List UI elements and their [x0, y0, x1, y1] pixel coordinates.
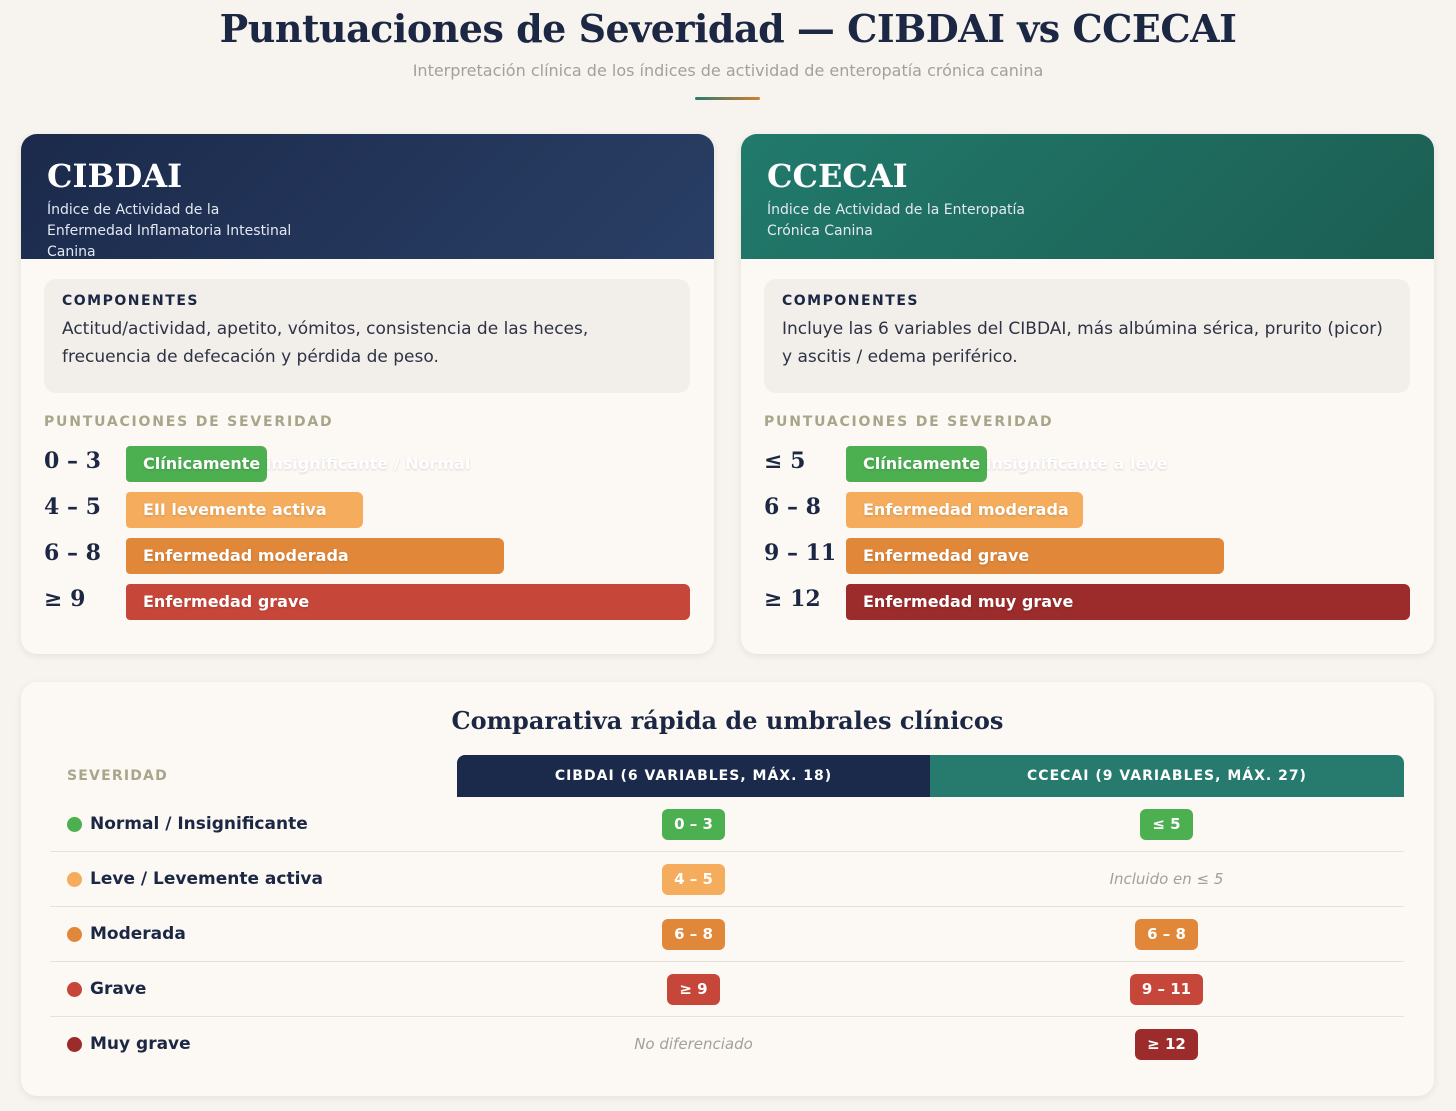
- ccecai-threshold-cell: [930, 962, 1403, 1017]
- severity-name: Normal / Insignificante: [90, 814, 308, 834]
- severity-row: [21, 584, 714, 620]
- severity-label: Clínicamente insignificante / Normal: [143, 454, 471, 473]
- severity-row: [741, 538, 1434, 574]
- severity-row: [741, 446, 1434, 482]
- severity-row: [741, 492, 1434, 528]
- severity-dot-icon: [67, 982, 82, 997]
- ccecai-threshold-pill: 9 – 11: [1130, 974, 1203, 1005]
- ccecai-threshold-pill: 6 – 8: [1135, 919, 1198, 950]
- severity-dot-icon: [67, 1037, 82, 1052]
- cibdai-threshold-note: No diferenciado: [634, 1035, 753, 1053]
- ccecai-threshold-cell: [930, 907, 1403, 962]
- cibdai-column-header: CIBDAI (6 VARIABLES, MÁX. 18): [457, 755, 930, 797]
- severity-column-header: SEVERIDAD: [67, 768, 168, 784]
- cibdai-threshold-pill: 4 – 5: [662, 864, 725, 895]
- severity-row: [741, 584, 1434, 620]
- ccecai-card: [741, 134, 1434, 654]
- severity-range: 6 – 8: [44, 540, 101, 566]
- severity-label: EII levemente activa: [143, 500, 327, 519]
- comparison-row: [50, 962, 1404, 1017]
- title-divider: [695, 97, 760, 100]
- cibdai-card-header: [21, 134, 714, 259]
- ccecai-threshold-cell: [930, 852, 1403, 907]
- cibdai-card: [21, 134, 714, 654]
- ccecai-column-header: CCECAI (9 VARIABLES, MÁX. 27): [930, 755, 1404, 797]
- ccecai-card-header: [741, 134, 1434, 259]
- ccecai-description: Índice de Actividad de la Enteropatía Crónica Canina: [767, 202, 1026, 239]
- ccecai-threshold-pill: ≤ 5: [1140, 809, 1192, 840]
- severity-label: Enfermedad grave: [863, 546, 1030, 565]
- severity-range: 4 – 5: [44, 494, 101, 520]
- cibdai-severity-title: PUNTUACIONES DE SEVERIDAD: [44, 414, 334, 430]
- cibdai-threshold-pill: 0 – 3: [662, 809, 725, 840]
- cibdai-threshold-pill: 6 – 8: [662, 919, 725, 950]
- cibdai-threshold-cell: [457, 852, 930, 907]
- severity-name: Grave: [90, 979, 147, 999]
- severity-row: [21, 492, 714, 528]
- severity-label: Clínicamente insignificante a leve: [863, 454, 1168, 473]
- severity-name: Moderada: [90, 924, 186, 944]
- severity-range: 6 – 8: [764, 494, 821, 520]
- cibdai-threshold-cell: [457, 907, 930, 962]
- severity-range: ≥ 9: [44, 586, 86, 612]
- ccecai-severity-title: PUNTUACIONES DE SEVERIDAD: [764, 414, 1054, 430]
- cibdai-threshold-cell: [457, 1017, 930, 1072]
- severity-dot-icon: [67, 927, 82, 942]
- severity-row: [21, 446, 714, 482]
- severity-label: Enfermedad muy grave: [863, 592, 1074, 611]
- severity-label: Enfermedad moderada: [863, 500, 1069, 519]
- severity-name: Muy grave: [90, 1034, 191, 1054]
- cibdai-name: CIBDAI: [47, 157, 183, 195]
- cibdai-threshold-pill: ≥ 9: [667, 974, 719, 1005]
- severity-range: ≥ 12: [764, 586, 821, 612]
- page-title: Puntuaciones de Severidad — CIBDAI vs CCECAI: [219, 6, 1237, 51]
- cibdai-components-box: [44, 279, 690, 393]
- cibdai-threshold-cell: [457, 962, 930, 1017]
- severity-dot-icon: [67, 817, 82, 832]
- comparison-row: [50, 797, 1404, 852]
- comparison-row: [50, 907, 1404, 962]
- comparison-title: Comparativa rápida de umbrales clínicos: [451, 706, 1004, 735]
- severity-range: ≤ 5: [764, 448, 806, 474]
- cibdai-components-title: COMPONENTES: [62, 293, 199, 309]
- cibdai-components-text: Actitud/actividad, apetito, vómitos, consistencia de las heces, frecuencia de defecación y pérdida de peso.: [62, 319, 589, 367]
- comparison-section: [21, 682, 1434, 1096]
- cibdai-threshold-cell: [457, 797, 930, 852]
- page-subtitle: Interpretación clínica de los índices de actividad de enteropatía crónica canina: [412, 61, 1044, 80]
- comparison-row: [50, 1017, 1404, 1072]
- ccecai-name: CCECAI: [767, 157, 908, 195]
- ccecai-components-text: Incluye las 6 variables del CIBDAI, más albúmina sérica, prurito (picor) y ascitis / edema periférico.: [782, 319, 1383, 367]
- ccecai-components-title: COMPONENTES: [782, 293, 919, 309]
- ccecai-components-box: [764, 279, 1410, 393]
- severity-range: 9 – 11: [764, 540, 837, 566]
- severity-range: 0 – 3: [44, 448, 101, 474]
- severity-row: [21, 538, 714, 574]
- severity-label: Enfermedad moderada: [143, 546, 349, 565]
- comparison-row: [50, 852, 1404, 907]
- severity-name: Leve / Levemente activa: [90, 869, 323, 889]
- severity-dot-icon: [67, 872, 82, 887]
- ccecai-threshold-cell: [930, 1017, 1403, 1072]
- cibdai-description: Índice de Actividad de la Enfermedad Inflamatoria Intestinal Canina: [47, 202, 292, 260]
- ccecai-threshold-note: Incluido en ≤ 5: [1109, 870, 1224, 888]
- ccecai-threshold-cell: [930, 797, 1403, 852]
- severity-label: Enfermedad grave: [143, 592, 310, 611]
- ccecai-threshold-pill: ≥ 12: [1135, 1029, 1198, 1060]
